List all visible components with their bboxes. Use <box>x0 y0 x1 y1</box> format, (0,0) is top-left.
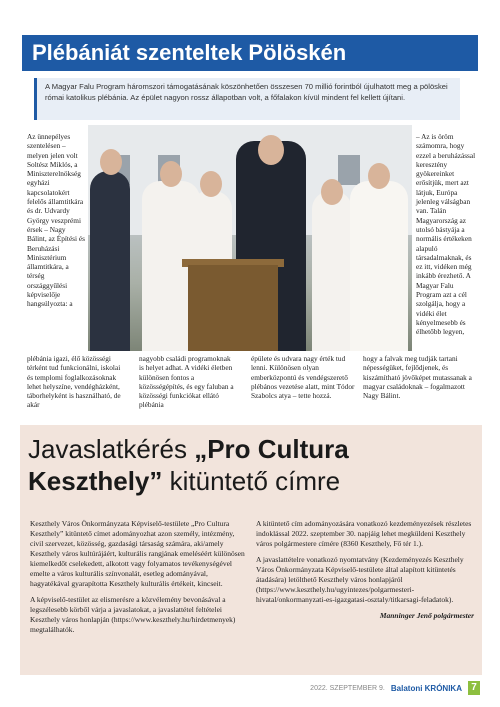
article-lead: A Magyar Falu Program háromszori támogatásának köszönhetően összesen 70 millió forintból újulhatott meg a pölöskei római katolikus plébánia. Az épület nagyon rossz állapotban volt, a főfalakon kívül mindent fel kellett újítani. <box>34 78 460 120</box>
article-bottom-col-4: hogy a falvak meg tudják tartani népességüket, fejlődjenek, és kiszámítható jövőképet mutassanak a magyar családoknak – fogalmazott Nagy Bálint. <box>363 354 472 401</box>
article-headline: Plébániát szenteltek Pölöskén <box>22 35 478 71</box>
promo-right-column <box>256 519 474 621</box>
promo-title-part: kitüntető címre <box>162 466 341 496</box>
promo-left-column <box>30 519 248 635</box>
footer-date: 2022. SZEPTEMBER 9. <box>310 684 385 692</box>
person-head <box>368 163 390 189</box>
promo-paragraph: A javaslattételre vonatkozó nyomtatvány (Kezdeményezés Keszthely Város Önkormányzata Képviselő-testülete által alapított kitüntetés átadására) letölthető Keszthely város honlapjáról (https://www.keszthely.hu/ugyintezes/polgarmesteri-hivatal/onkormanyzati-es-igazgatasi-osztaly/titkarsagi-feladatok). <box>256 555 464 604</box>
speaker-head <box>258 135 284 165</box>
promo-box <box>20 425 482 675</box>
priest-figure <box>312 191 352 351</box>
page-number: 7 <box>468 681 480 695</box>
promo-title-part: Keszthely” <box>28 466 163 496</box>
person-head <box>160 161 182 187</box>
page-footer <box>310 681 480 695</box>
promo-paragraph: Keszthely Város Önkormányzata Képviselő-testülete „Pro Cultura Keszthely” kitüntető címet adományozhat azon személy, intézmény, civil szervezet, közösség, gazdasági társaság számára, aki/amely Keszthely város kultúrájáért, kulturális rangjának emeléséért különösen kiemelkedőt cselekedett, alkotott vagy folyamatos tevékenységével emelte a város kulturális színvonalát, esetleg adományával, hagyatékával gyarapította Keszthely kulturális értékeit, kincseit. <box>30 519 245 588</box>
person-head <box>200 171 222 197</box>
promo-title-part: Javaslatkérés <box>28 434 195 464</box>
promo-signature: Manninger Jenő polgármester <box>379 611 474 620</box>
person-head <box>321 179 343 205</box>
footer-brand: Balatoni KRÓNIKA <box>390 683 462 693</box>
promo-title-part: „Pro Cultura <box>194 434 349 464</box>
promo-paragraph: A képviselő-testület az elismerésre a közvélemény bevonásával a legszélesebb körből várja a javaslatokat, a javaslattétel feltételei Keszthely város honlapján (https://www.keszthely.hu/hirdetmenyek) megtalálhatók. <box>30 595 236 634</box>
article-bottom-col-3: épülete és udvara nagy érték tud lenni. Különösen olyan emberközpontú és vendégszerető plébános vezetése alatt, mint Tódor Szabolcs atya – tette hozzá. <box>251 354 355 401</box>
promo-paragraph: A kitüntető cím adományozására vonatkozó kezdeményezések részletes indoklással 2022. szeptember 30. napjáig lehet megküldeni Keszthely város polgármestere címére (8360 Keszthely, Fő tér 1.). <box>256 519 472 548</box>
article-column-left: Az ünnepélyes szentelésen – melyen jelen volt Soltész Miklós, a Miniszterelnökség egyházi kapcsolatokért felelős államtitkára és dr. Udvardy György veszprémi érsek – Nagy Bálint, az Építési és Beruházási Minisztérium államtitkára, a térség országgyűlési képviselője hangsúlyozta: a <box>27 132 85 309</box>
article-photo <box>88 125 412 351</box>
bishop-figure <box>350 181 408 351</box>
article-bottom-col-2: nagyobb családi programoknak is helyet adhat. A vidéki életben különösen fontos a közösségépítés, és egy faluban a közösségi funkciókat ellátó plébánia <box>139 354 234 410</box>
lectern <box>188 265 278 351</box>
person-head <box>100 149 122 175</box>
article-column-right: – Az is öröm számomra, hogy ezzel a beruházással keresztény gyökereinket erősítjük, mert azt látjuk, Európa jelenleg válságban van. Talán Magyarország az utolsó bástyája a normális értékeken alapuló társadalmaknak, és ez itt, vidéken még inkább érezhető. A Magyar Falu Program azt a cél szolgálja, hogy a vidéki élet kényelmesebb és élhetőbb legyen, <box>416 132 476 337</box>
person-figure <box>90 171 130 351</box>
window <box>338 155 360 185</box>
promo-title <box>28 433 474 497</box>
article-bottom-col-1: plébánia igazi, élő közösségi térként tud funkcionálni, iskolai és templomi foglalkozásoknak lehet helyszíne, vendégházként, táborhelyként is használható, de akár <box>27 354 121 410</box>
